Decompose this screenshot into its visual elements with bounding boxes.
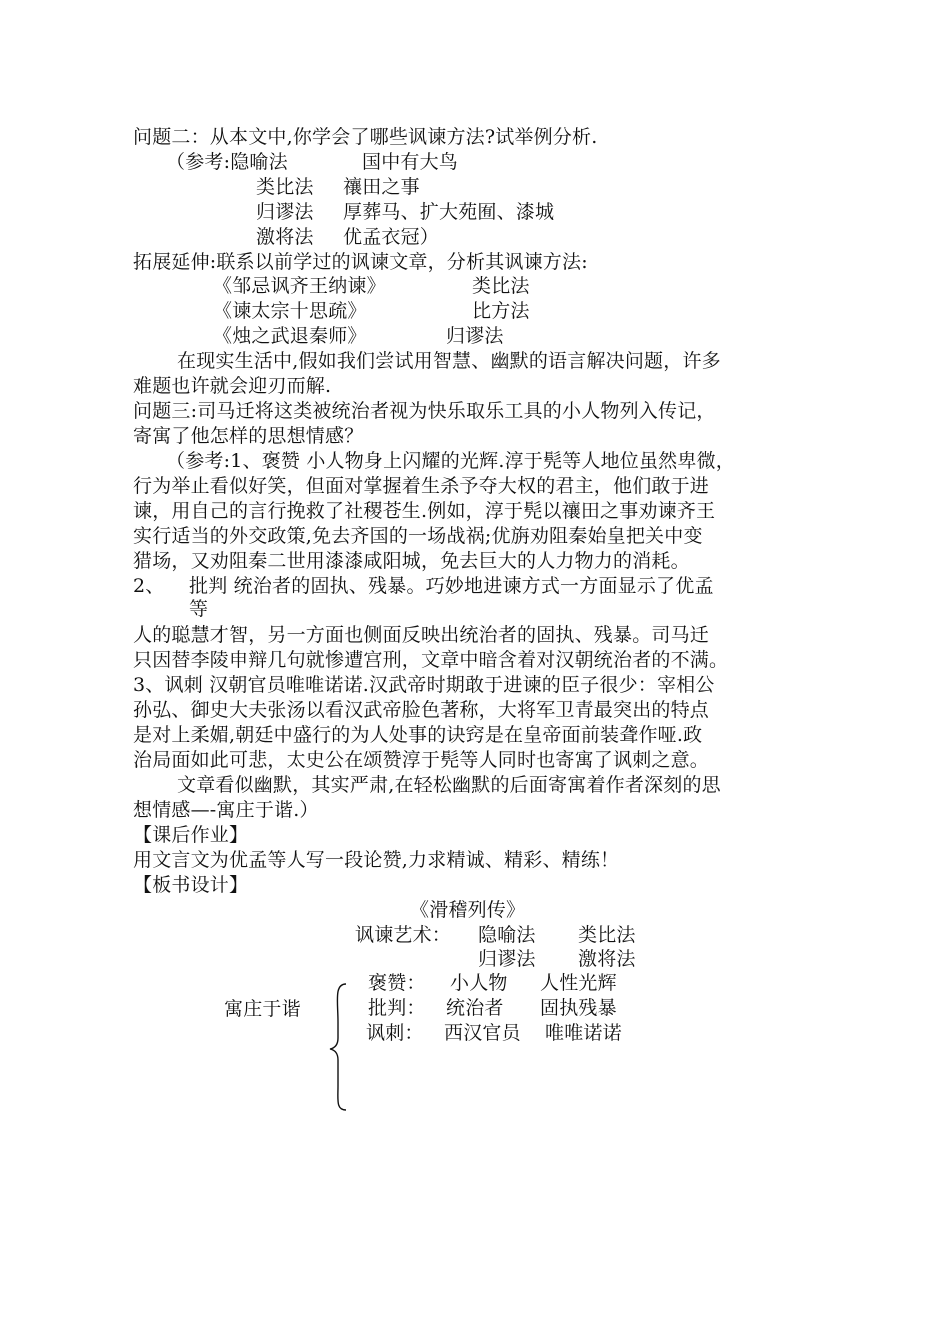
q3-title: 寄寓了他怎样的思想情感？ — [133, 425, 364, 447]
q3-title: 问题三:司马迁将这类被统治者视为快乐取乐工具的小人物列入传记， — [133, 400, 716, 422]
board-row-who: 小人物 — [450, 972, 508, 994]
extension-title: 拓展延伸:联系以前学过的讽谏文章，分析其讽谏方法: — [133, 251, 588, 273]
extension-method: 类比法 — [472, 275, 530, 297]
board-title: 《滑稽列传》 — [410, 899, 526, 921]
q2-method-name: 激将法 — [256, 226, 314, 248]
board-row-label: 讽刺： — [366, 1022, 424, 1044]
q3-paragraph-line: 治局面如此可悲，太史公在颂赞淳于髡等人同时也寄寓了讽刺之意。 — [133, 749, 710, 771]
q3-paragraph-line: 等 — [189, 598, 209, 620]
board-left-label: 寓庄于谐 — [224, 998, 301, 1020]
q3-paragraph-line: 只因替李陵申辩几句就惨遭宫刑，文章中暗含着对汉朝统治者的不满。 — [133, 649, 729, 671]
q2-ref-intro: （参考:隐喻法 — [166, 151, 288, 173]
extension-method: 归谬法 — [446, 325, 504, 347]
q2-method-name: 类比法 — [256, 176, 314, 198]
q3-paragraph-line: 人的聪慧才智，另一方面也侧面反映出统治者的固执、残暴。司马迁 — [133, 624, 710, 646]
q3-paragraph-line: 谏，用自己的言行挽救了社稷苍生.例如，淳于髡以禳田之事劝谏齐王 — [133, 500, 716, 522]
q3-paragraph-line: 猎场，又劝阻秦二世用漆漆咸阳城，免去巨大的人力物力的消耗。 — [133, 550, 690, 572]
q3-paragraph-line: 行为举止看似好笑，但面对掌握着生杀予夺大权的君主，他们敢于进 — [133, 475, 710, 497]
q3-paragraph-line: 想情感—-寓庄于谐.） — [133, 799, 319, 821]
q2-method-name: 归谬法 — [256, 201, 314, 223]
board-art-method: 激将法 — [578, 948, 636, 970]
q3-paragraph-line: 3、讽刺 汉朝官员唯唯诺诺.汉武帝时期敢于进谏的臣子很少：宰相公 — [133, 674, 715, 696]
q2-method-example: 禳田之事 — [343, 176, 420, 198]
board-row-what: 唯唯诺诺 — [545, 1022, 622, 1044]
q3-paragraph-line: 批判 统治者的固执、残暴。巧妙地进谏方式一方面显示了优孟 — [189, 575, 714, 597]
board-row-who: 西汉官员 — [444, 1022, 521, 1044]
extension-paragraph: 难题也许就会迎刃而解. — [133, 375, 332, 397]
board-art-method: 隐喻法 — [478, 924, 536, 946]
homework-heading: 【课后作业】 — [133, 824, 249, 846]
board-art-label: 讽谏艺术： — [355, 924, 452, 946]
extension-method: 比方法 — [472, 300, 530, 322]
board-art-method: 归谬法 — [478, 948, 536, 970]
q3-paragraph-line: 孙弘、御史大夫张汤以看汉武帝脸色著称，大将军卫青最突出的特点 — [133, 699, 710, 721]
extension-article: 《邹忌讽齐王纳谏》 — [213, 275, 386, 297]
board-art-method: 类比法 — [578, 924, 636, 946]
extension-article: 《烛之武退秦师》 — [213, 325, 367, 347]
q2-method-example: 厚葬马、扩大苑囿、漆城 — [343, 201, 555, 223]
q2-ref-intro-example: 国中有大鸟 — [362, 151, 459, 173]
board-row-what: 固执残暴 — [540, 997, 617, 1019]
q3-paragraph-line: 文章看似幽默，其实严肃,在轻松幽默的后面寄寓着作者深刻的思 — [177, 774, 721, 796]
board-row-label: 褒赞： — [368, 972, 426, 994]
board-row-what: 人性光辉 — [540, 972, 617, 994]
q3-paragraph-line: （参考:1、褒赞 小人物身上闪耀的光辉.淳于髡等人地位虽然卑微， — [166, 450, 735, 472]
q3-paragraph-line: 是对上柔媚,朝廷中盛行的为人处事的诀窍是在皇帝面前装聋作哑.政 — [133, 724, 703, 746]
homework-text: 用文言文为优孟等人写一段论赞,力求精诚、精彩、精练！ — [133, 849, 620, 871]
q3-paragraph-line: 实行适当的外交政策,免去齐国的一场战祸;优旃劝阻秦始皇把关中变 — [133, 525, 703, 547]
q2-method-example: 优孟衣冠） — [343, 226, 440, 248]
curly-brace-icon — [322, 982, 352, 1112]
extension-paragraph: 在现实生活中,假如我们尝试用智慧、幽默的语言解决问题，许多 — [177, 350, 721, 372]
extension-article: 《谏太宗十思疏》 — [213, 300, 367, 322]
board-heading: 【板书设计】 — [133, 874, 249, 896]
q3-item-number: 2、 — [133, 575, 165, 597]
board-row-label: 批判： — [368, 997, 426, 1019]
board-row-who: 统治者 — [446, 997, 504, 1019]
q2-title: 问题二：从本文中,你学会了哪些讽谏方法?试举例分析. — [133, 126, 598, 148]
